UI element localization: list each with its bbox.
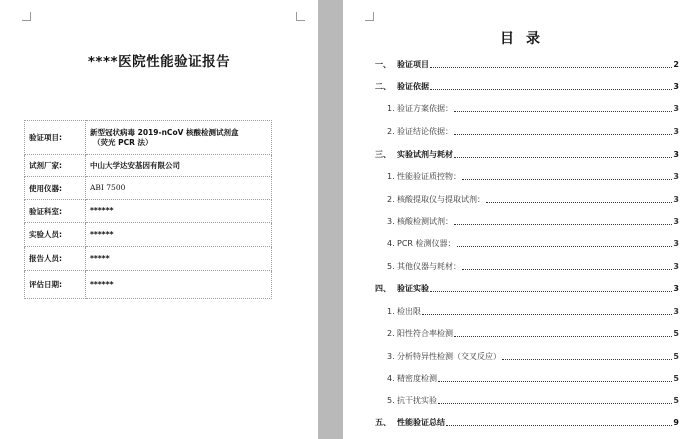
info-label: 验证项目: bbox=[25, 121, 86, 155]
info-row bbox=[25, 247, 272, 271]
toc-entry-number: 2. bbox=[387, 127, 395, 136]
toc-entry-number: 2. bbox=[387, 195, 395, 204]
toc-entry-section[interactable] bbox=[375, 418, 679, 428]
toc-entry-title: 验证依据 bbox=[397, 82, 429, 91]
info-value-line: （荧光 PCR 法） bbox=[93, 137, 153, 147]
toc-entry-page-number: 3 bbox=[673, 82, 679, 91]
toc-dot-leader bbox=[462, 269, 672, 270]
info-value-line: 中山大学达安基因有限公司 bbox=[90, 160, 180, 170]
toc-dot-leader bbox=[454, 224, 672, 225]
toc-entry-number: 五、 bbox=[375, 418, 391, 427]
toc-entry-section[interactable] bbox=[375, 284, 679, 294]
toc-dot-leader bbox=[502, 359, 672, 360]
info-value bbox=[86, 200, 272, 223]
toc-dot-leader bbox=[454, 134, 672, 135]
margin-corner-mark bbox=[296, 12, 305, 21]
toc-dot-leader bbox=[430, 291, 672, 292]
info-value bbox=[86, 177, 272, 200]
toc-entry-title: 抗干扰实验 bbox=[397, 396, 437, 405]
toc-dot-leader bbox=[454, 336, 672, 337]
toc-dot-leader bbox=[438, 403, 672, 404]
toc-dot-leader bbox=[486, 202, 672, 203]
toc-entry-title: 分析特异性检测（交叉反应） bbox=[397, 352, 501, 361]
info-row bbox=[25, 155, 272, 177]
info-value-line: ****** bbox=[90, 229, 114, 239]
toc-entry-title: 验证结论依据： bbox=[397, 127, 453, 136]
toc-entry-page-number: 5 bbox=[673, 396, 679, 405]
toc-entry-title: 核酸提取仪与提取试剂： bbox=[397, 195, 485, 204]
report-title: ****医院性能验证报告 bbox=[87, 54, 231, 70]
info-value-line: ***** bbox=[90, 253, 110, 263]
info-row bbox=[25, 121, 272, 155]
toc-entry-number: 3. bbox=[387, 352, 395, 361]
toc-entry-page-number: 3 bbox=[673, 262, 679, 271]
toc-heading-char: 目 bbox=[500, 31, 514, 47]
toc-entry-title: 验证项目 bbox=[397, 60, 429, 69]
toc-entry-number: 一、 bbox=[375, 60, 391, 69]
toc-entry-number: 5. bbox=[387, 396, 395, 405]
toc-entry-title: 核酸检测试剂： bbox=[397, 217, 453, 226]
info-label: 验证科室: bbox=[25, 200, 86, 223]
toc-entry-title: 检出限 bbox=[397, 307, 421, 316]
toc-dot-leader bbox=[430, 67, 672, 68]
info-label: 试剂厂家: bbox=[25, 155, 86, 177]
toc-entry-page-number: 9 bbox=[673, 418, 679, 427]
info-value bbox=[86, 247, 272, 271]
toc-entry-page-number: 2 bbox=[673, 60, 679, 69]
toc-entry-subsection[interactable] bbox=[387, 104, 679, 114]
toc-entry-number: 1. bbox=[387, 104, 395, 113]
toc-entry-section[interactable] bbox=[375, 82, 679, 92]
toc-entry-title: 阳性符合率检测 bbox=[397, 329, 453, 338]
info-value bbox=[86, 121, 272, 155]
info-label: 实验人员: bbox=[25, 223, 86, 247]
toc-entry-page-number: 3 bbox=[673, 307, 679, 316]
toc-entry-title: 其他仪器与耗材： bbox=[397, 262, 461, 271]
toc-entry-number: 二、 bbox=[375, 82, 391, 91]
toc-entry-subsection[interactable] bbox=[387, 352, 679, 362]
toc-entry-number: 5. bbox=[387, 262, 395, 271]
info-row bbox=[25, 223, 272, 247]
toc-entry-title: 精密度检测 bbox=[397, 374, 437, 383]
toc-entry-number: 4. bbox=[387, 239, 395, 248]
toc-entry-number: 2. bbox=[387, 329, 395, 338]
info-label: 评估日期: bbox=[25, 271, 86, 299]
info-label: 报告人员: bbox=[25, 247, 86, 271]
info-row bbox=[25, 177, 272, 200]
toc-dot-leader bbox=[454, 111, 672, 112]
toc-entry-page-number: 3 bbox=[673, 150, 679, 159]
toc-entry-title: 实验试剂与耗材 bbox=[397, 150, 453, 159]
toc-entry-subsection[interactable] bbox=[387, 127, 679, 137]
toc-entry-page-number: 5 bbox=[673, 352, 679, 361]
toc-entry-number: 四、 bbox=[375, 284, 391, 293]
toc-heading bbox=[343, 28, 697, 48]
toc-entry-subsection[interactable] bbox=[387, 307, 679, 317]
info-value bbox=[86, 223, 272, 247]
toc-entry-subsection[interactable] bbox=[387, 262, 679, 272]
toc-entry-page-number: 3 bbox=[673, 172, 679, 181]
toc-dot-leader bbox=[430, 89, 672, 90]
toc-entry-title: 验证实验 bbox=[397, 284, 429, 293]
report-info-table bbox=[24, 120, 272, 299]
toc-entry-page-number: 5 bbox=[673, 329, 679, 338]
toc-entry-subsection[interactable] bbox=[387, 239, 679, 249]
toc-entry-number: 4. bbox=[387, 374, 395, 383]
toc-entry-subsection[interactable] bbox=[387, 396, 679, 406]
toc-entry-section[interactable] bbox=[375, 150, 679, 160]
info-row bbox=[25, 200, 272, 223]
toc-dot-leader bbox=[454, 157, 672, 158]
info-value-line: ABI 7500 bbox=[90, 183, 126, 192]
info-value bbox=[86, 155, 272, 177]
margin-corner-mark bbox=[365, 12, 374, 21]
toc-entry-page-number: 3 bbox=[673, 195, 679, 204]
toc-entry-page-number: 3 bbox=[673, 239, 679, 248]
toc-entry-page-number: 3 bbox=[673, 284, 679, 293]
toc-entry-title: 性能验证总结 bbox=[397, 418, 445, 427]
toc-entry-title: 验证方案依据： bbox=[397, 104, 453, 113]
margin-corner-mark bbox=[22, 12, 31, 21]
toc-entry-subsection[interactable] bbox=[387, 217, 679, 227]
info-value-line: 新型冠状病毒 2019-nCoV 核酸检测试剂盒 bbox=[90, 127, 239, 137]
toc-entry-title: 性能验证质控物： bbox=[397, 172, 461, 181]
toc-entry-number: 三、 bbox=[375, 150, 391, 159]
toc-dot-leader bbox=[457, 246, 673, 247]
toc-entry-subsection[interactable] bbox=[387, 195, 679, 205]
toc-entry-title: PCR 检测仪器： bbox=[397, 239, 456, 248]
toc-entry-page-number: 3 bbox=[673, 127, 679, 136]
info-value-line: ****** bbox=[90, 206, 114, 215]
toc-entry-page-number: 3 bbox=[673, 104, 679, 113]
toc-dot-leader bbox=[438, 381, 672, 382]
toc-dot-leader bbox=[446, 425, 672, 426]
info-value-line: ****** bbox=[90, 279, 114, 289]
toc-dot-leader bbox=[462, 179, 672, 180]
toc-entry-subsection[interactable] bbox=[387, 374, 679, 384]
info-row bbox=[25, 271, 272, 299]
toc-entry-subsection[interactable] bbox=[387, 329, 679, 339]
toc-entry-section[interactable] bbox=[375, 60, 679, 70]
toc-entry-number: 1. bbox=[387, 307, 395, 316]
toc-dot-leader bbox=[422, 314, 672, 315]
info-label: 使用仪器: bbox=[25, 177, 86, 200]
toc-entry-page-number: 5 bbox=[673, 374, 679, 383]
toc-heading-char: 录 bbox=[526, 31, 540, 47]
toc-entry-page-number: 3 bbox=[673, 217, 679, 226]
toc-entry-number: 1. bbox=[387, 172, 395, 181]
toc-entry-subsection[interactable] bbox=[387, 172, 679, 182]
info-value bbox=[86, 271, 272, 299]
toc-entry-number: 3. bbox=[387, 217, 395, 226]
